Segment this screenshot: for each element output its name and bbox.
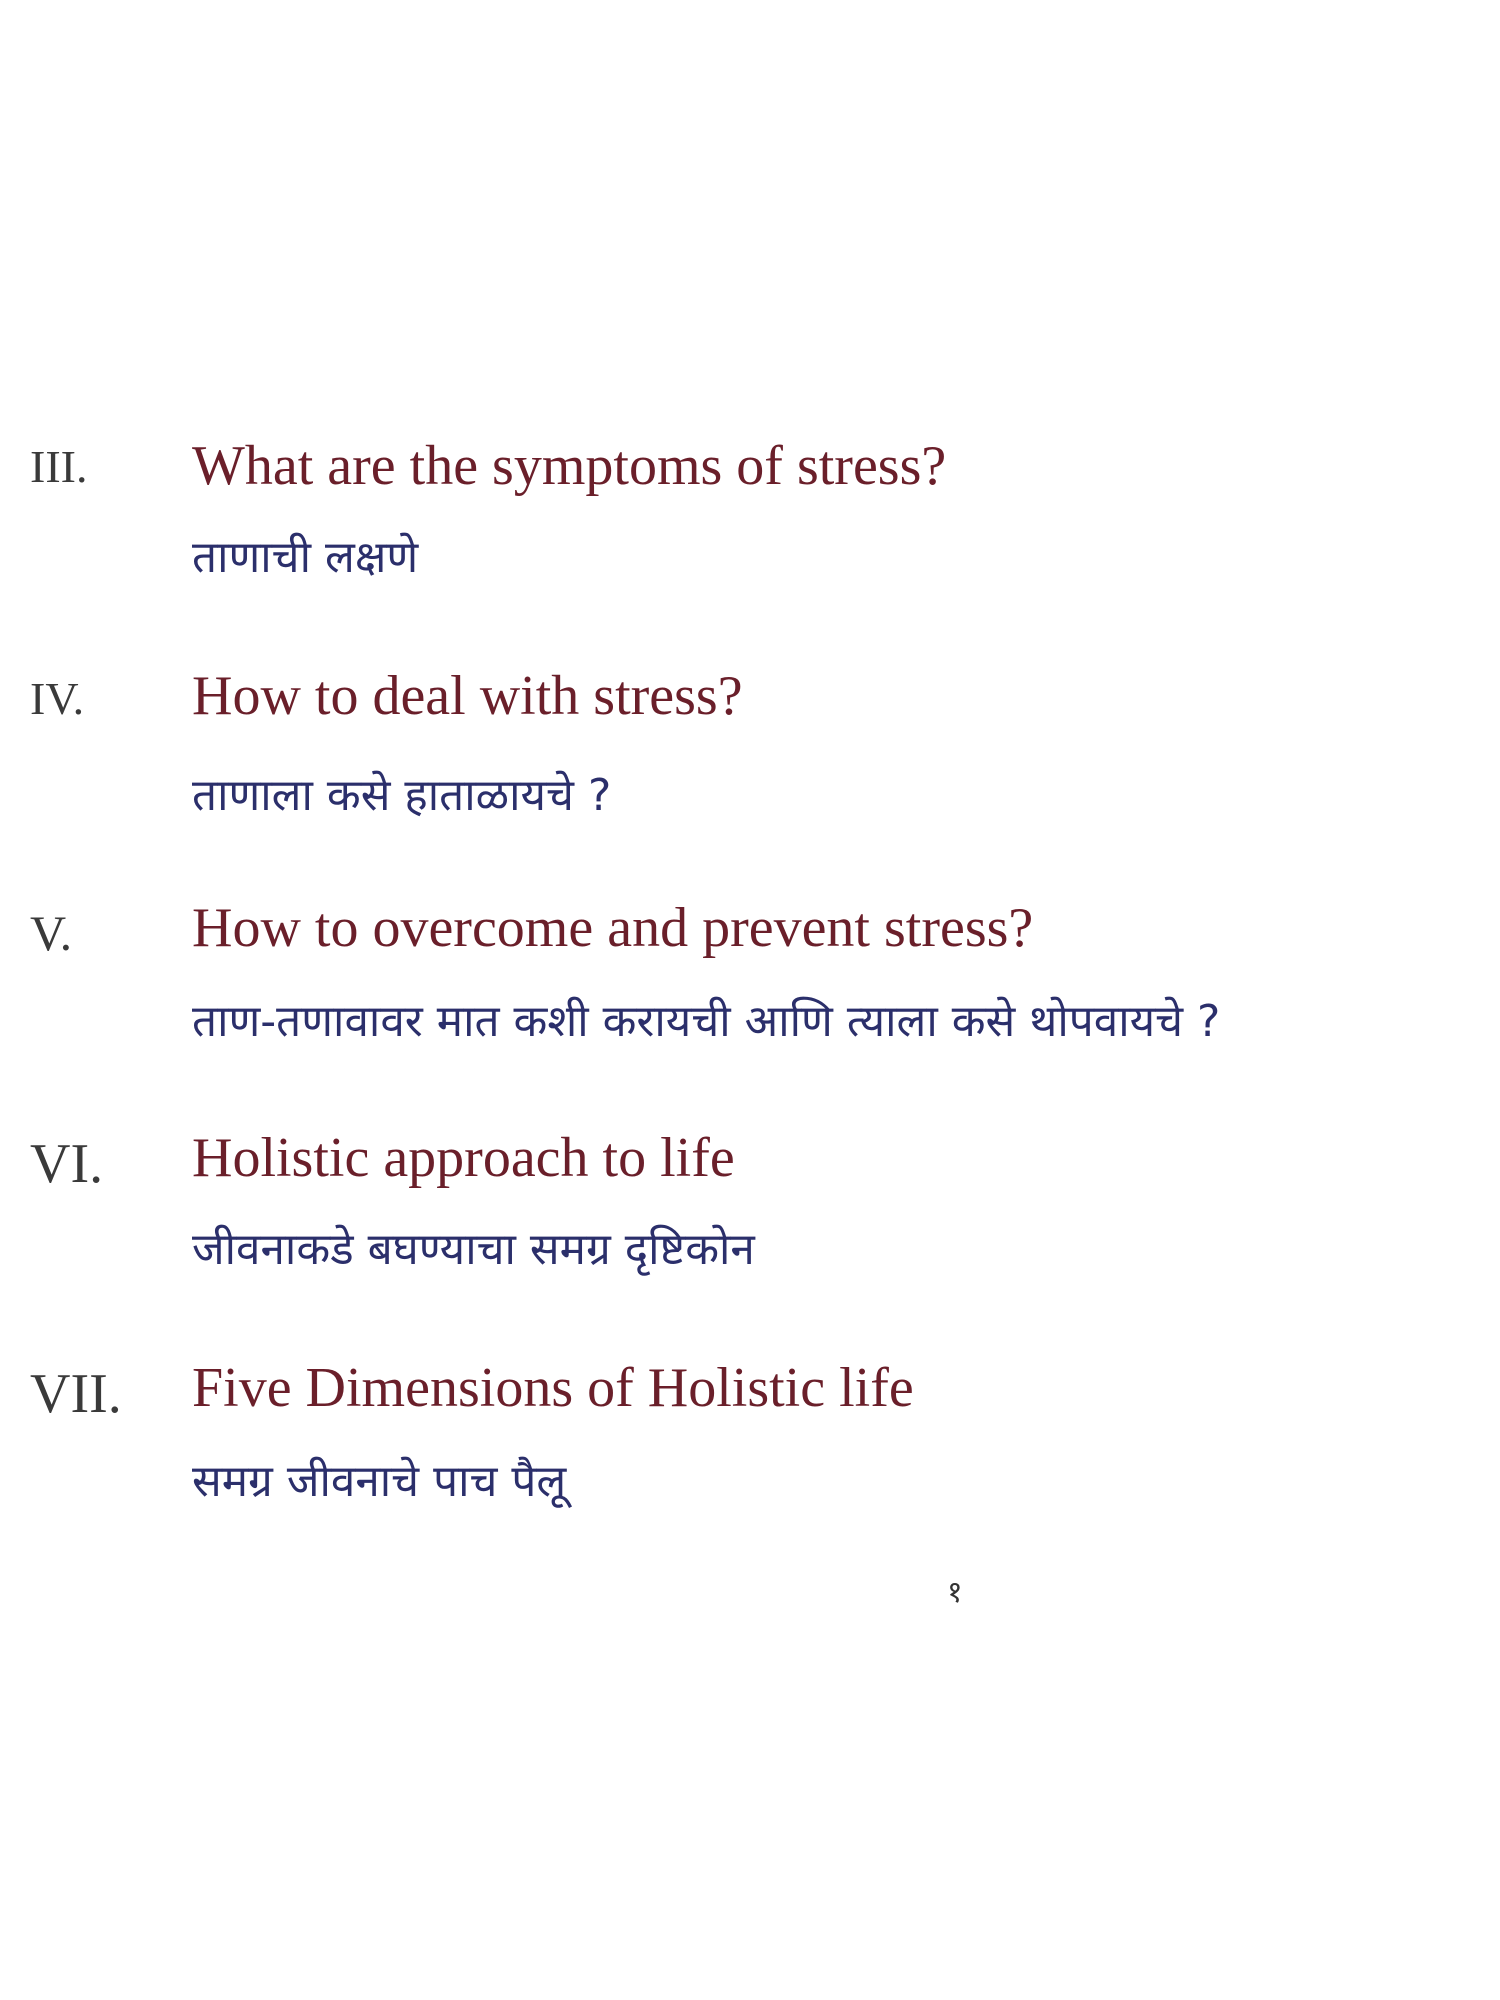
section-title: How to deal with stress? xyxy=(192,665,743,727)
section-numeral: V. xyxy=(30,905,73,961)
section-subtitle: जीवनाकडे बघण्याचा समग्र दृष्टिकोन xyxy=(192,1224,755,1275)
section-numeral: VI. xyxy=(30,1133,104,1195)
section-title: Holistic approach to life xyxy=(192,1127,735,1189)
section-title: Five Dimensions of Holistic life xyxy=(192,1357,914,1419)
section-title: How to overcome and prevent stress? xyxy=(192,897,1034,959)
section-subtitle: ताणाला कसे हाताळायचे ? xyxy=(192,770,612,821)
section-numeral: VII. xyxy=(30,1363,122,1425)
page-number: १ xyxy=(947,1575,963,1610)
section-numeral: IV. xyxy=(30,673,85,724)
section-subtitle: समग्र जीवनाचे पाच पैलू xyxy=(192,1456,567,1507)
section-title: What are the symptoms of stress? xyxy=(192,435,947,497)
section-numeral: III. xyxy=(30,441,88,492)
section-subtitle: ताण-तणावावर मात कशी करायची आणि त्याला कसे थोपवायचे ? xyxy=(192,996,1221,1047)
section-subtitle: ताणाची लक्षणे xyxy=(192,532,419,583)
